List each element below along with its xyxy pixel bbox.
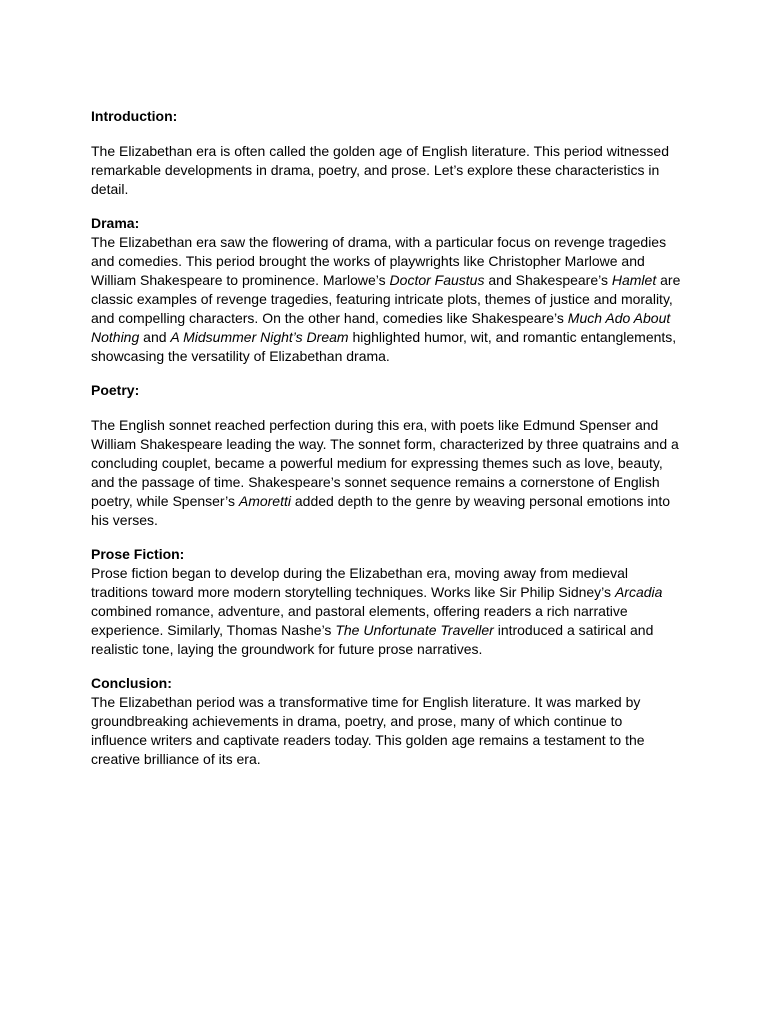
title-hamlet: Hamlet: [611, 272, 657, 288]
title-midsummer: A Midsummer Night’s Dream: [170, 329, 349, 345]
drama-text-3: are classic examples of revenge tragedies, featuring intricate plots, themes of justice and morality, and compelling characters. On the other hand, comedies like Shakespeare’s: [91, 272, 681, 326]
title-arcadia: Arcadia: [614, 584, 663, 600]
prose-text-2: combined romance, adventure, and pastoral elements, offering readers a rich narrative experience. Similarly, Thomas Nashe’s: [91, 603, 628, 638]
poetry-text-2: added depth to the genre by weaving personal emotions into his verses.: [91, 493, 671, 528]
drama-heading: Drama:: [91, 215, 140, 231]
prose-fiction-paragraph: [91, 564, 681, 659]
drama-text-1: The Elizabethan era saw the flowering of drama, with a particular focus on revenge tragedies and comedies. This period brought the works of playwrights like Christopher Marlowe and William Shakespeare to prominence. Marlowe’s: [91, 234, 667, 288]
conclusion-heading: Conclusion:: [91, 675, 172, 691]
title-much-ado: Much Ado About Nothing: [91, 310, 671, 345]
prose-text-1: Prose fiction began to develop during the Elizabethan era, moving away from medieval traditions toward more modern storytelling techniques. Works like Sir Philip Sidney’s: [91, 565, 628, 600]
conclusion-paragraph: The Elizabethan period was a transformative time for English literature. It was marked by groundbreaking achievements in drama, poetry, and prose, many of which continue to influence writers and captivate readers today. This golden age remains a testament to the creative brilliance of its era.: [91, 694, 645, 767]
title-amoretti: Amoretti: [238, 493, 291, 509]
prose-fiction-heading: Prose Fiction:: [91, 546, 185, 562]
poetry-heading: Poetry:: [91, 382, 140, 398]
introduction-paragraph: The Elizabethan era is often called the golden age of English literature. This period witnessed remarkable developments in drama, poetry, and prose. Let’s explore these characteristics in detail.: [91, 143, 669, 197]
drama-text-5: highlighted humor, wit, and romantic entanglements, showcasing the versatility of Elizabethan drama.: [91, 329, 677, 364]
document-body: [91, 107, 681, 769]
prose-text-3: introduced a satirical and realistic tone, laying the groundwork for future prose narratives.: [91, 622, 654, 657]
poetry-text-1: The English sonnet reached perfection during this era, with poets like Edmund Spenser and William Shakespeare leading the way. The sonnet form, characterized by three quatrains and a concluding couplet, became a powerful medium for expressing themes such as love, beauty, and the passage of time. Shakespeare’s sonnet sequence remains a cornerstone of English poetry, while Spenser’s: [91, 417, 679, 509]
drama-text-4: and: [139, 329, 171, 345]
drama-text-2: and Shakespeare’s: [484, 272, 612, 288]
introduction-heading: Introduction:: [91, 108, 178, 124]
poetry-paragraph: [91, 416, 681, 530]
drama-paragraph: [91, 233, 681, 366]
title-unfortunate-traveller: The Unfortunate Traveller: [335, 622, 494, 638]
title-doctor-faustus: Doctor Faustus: [389, 272, 485, 288]
